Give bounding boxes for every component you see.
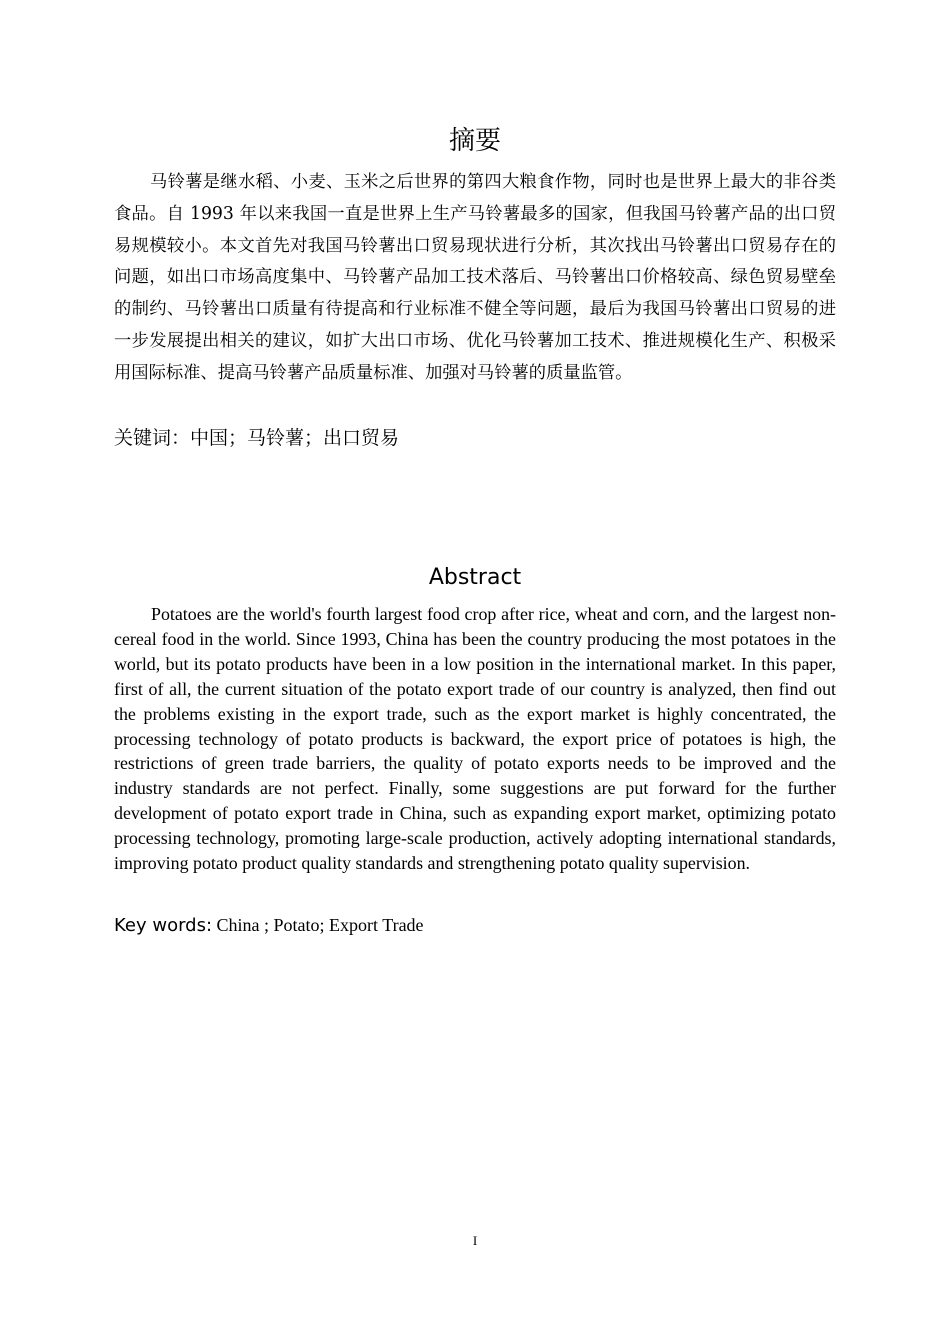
page-number: I bbox=[472, 1233, 478, 1248]
chinese-abstract-title: 摘要 bbox=[448, 126, 501, 156]
english-abstract-title: Abstract bbox=[428, 565, 522, 590]
english-abstract-body: Potatoes are the world's fourth largest food crop after rice, wheat and corn, and the largest non-cereal food in the world. Since 1993, China has been the country producing the most potatoes in the world, but its potato products have been in a low position in the international market. In this paper, first of all, the current situation of the potato export trade of our country is analyzed, then find out the problems existing in the export trade, such as the export market is highly concentrated, the processing technology of potato products is backward, the export price of potatoes is high, the restrictions of green trade barriers, the quality of potato exports needs to be improved and the industry standards are not perfect. Finally, some suggestions are put forward for the further development of potato export trade in China, such as expanding export market, optimizing potato processing technology, promoting large-scale production, actively adopting international standards, improving potato product quality standards and strengthening potato quality supervision. bbox=[114, 604, 836, 874]
chinese-abstract-body: 马铃薯是继水稻、小麦、玉米之后世界的第四大粮食作物，同时也是世界上最大的非谷类食品。自 1993 年以来我国一直是世界上生产马铃薯最多的国家，但我国马铃薯产品的出口贸易规模较小。本文首先对我国马铃薯出口贸易现状进行分析，其次找出马铃薯出口贸易存在的问题，如出口市场高度集中、马铃薯产品加工技术落后、马铃薯出口价格较高、绿色贸易壁垒的制约、马铃薯出口质量有待提高和行业标准不健全等问题，最后为我国马铃薯出口贸易的进一步发展提出相关的建议，如扩大出口市场、优化马铃薯加工技术、推进规模化生产、积极采用国际标准、提高马铃薯产品质量标准、加强对马铃薯的质量监管。 bbox=[114, 172, 836, 383]
chinese-keywords-label: 关键词： bbox=[114, 427, 191, 449]
chinese-keywords-value: 中国；马铃薯；出口贸易 bbox=[190, 427, 400, 449]
chinese-keywords bbox=[114, 423, 836, 454]
english-keywords-label: Key words: bbox=[114, 915, 213, 936]
english-keywords-value: China ; Potato; Export Trade bbox=[212, 915, 424, 935]
document-page bbox=[114, 0, 836, 1344]
english-keywords bbox=[114, 912, 836, 940]
